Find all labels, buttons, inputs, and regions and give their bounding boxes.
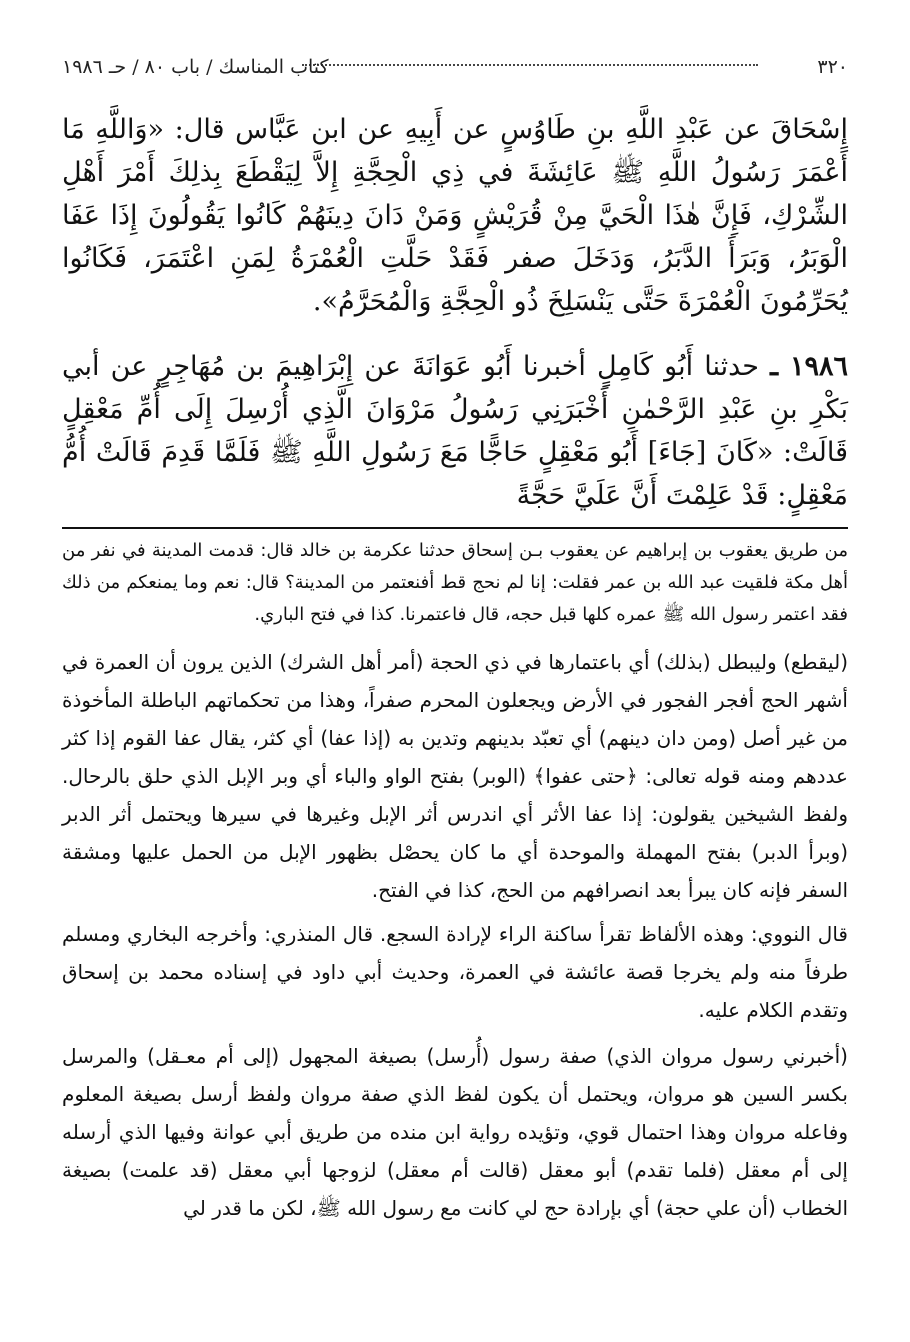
hadith-1985-continuation: إِسْحَاقَ عن عَبْدِ اللَّهِ بنِ طَاوُسٍ عن أَبِيهِ عن ابن عَبَّاس قال: «وَاللَّهِ مَا أَعْمَرَ رَسُولُ اللَّهِ ﷺ عَائِشَةَ في ذِي الْحِجَّةِ إِلاَّ لِيَقْطَعَ بِذلِكَ أَمْرَ أَهْلِ الشِّرْكِ، فَإِنَّ هٰذَا الْحَيَّ مِنْ قُرَيْشٍ وَمَنْ دَانَ دِينَهُمْ كَانُوا يَقُولُونَ إِذَا عَفَا الْوَبَرُ، وَبَرَأَ الدَّبَرُ، وَدَخَلَ صفر فَقَدْ حَلَّتِ الْعُمْرَةُ لِمَنِ اعْتَمَرَ، فَكَانُوا يُحَرِّمُونَ الْعُمْرَةَ حَتَّى يَنْسَلِخَ ذُو الْحِجَّةِ وَالْمُحَرَّمُ». — [62, 114, 848, 317]
footnote-block — [62, 535, 848, 631]
footnote-paragraph: من طريق يعقوب بن إبراهيم عن يعقوب بـن إسحاق حدثنا عكرمة بن خالد قال: قدمت المدينة في نفر من أهل مكة فلقيت عبد الله بن عمر فقلت: إنا لم نحج قط أفنعتمر من المدينة؟ قال: نعم وما يمنعكم من ذلك فقد اعتمر رسول الله ﷺ عمره كلها قبل حجه، قال فاعتمرنا. كذا في فتح الباري. — [62, 540, 848, 625]
commentary-paragraph-3: (أخبرني رسول مروان الذي) صفة رسول (أُرسل) بصيغة المجهول (إلى أم معـقل) والمرسل بكسر السين هو مروان، ويحتمل أن يكون لفظ الذي صفة مروان ولفظ أرسل بصيغة المعلوم وفاعله مروان وهذا احتمال قوي، وتؤيده رواية ابن منده من طريق أبي عوانة وفيها الذي أرسله إلى أم معقل (فلما تقدم) أبو معقل (قالت أم معقل) لزوجها أبي معقل (قد علمت) بصيغة الخطاب (أن علي حجة) أي بإرادة حج لي كانت مع رسول الله ﷺ، لكن ما قدر لي — [62, 1044, 848, 1220]
commentary-paragraph-2: قال النووي: وهذه الألفاظ تقرأ ساكنة الراء لإرادة السجع. قال المنذري: وأخرجه البخاري ومسلم طرفاً منه ولم يخرجا قصة عائشة في العمرة، وحديث أبي داود في إسناده محمد بن إسحاق وتقدم الكلام عليه. — [62, 922, 848, 1022]
header-title: كتاب المناسك / باب ٨٠ / حـ ١٩٨٦ — [62, 56, 329, 78]
page-number: ٣٢٠ — [817, 56, 848, 78]
book-page — [62, 52, 848, 1227]
hadith-1986-text: حدثنا أَبُو كَامِلٍ أخبرنا أَبُو عَوَانَةَ عن إِبْرَاهِيمَ بن مُهَاجِرٍ عن أبي بَكْرِ بنِ عَبْدِ الرَّحْمٰنِ أَخْبَرَنِي رَسُولُ مَرْوَانَ الَّذِي أُرْسِلَ إِلَى أُمِّ مَعْقِلٍ قَالَتْ: «كَانَ [جَاءَ] أَبُو مَعْقِلٍ حَاجًّا مَعَ رَسُولِ اللَّهِ ﷺ فَلَمَّا قَدِمَ قَالَتْ أُمُّ مَعْقِلٍ: قَدْ عَلِمْتَ أَنَّ عَلَيَّ حَجَّةً — [62, 351, 848, 511]
running-header — [62, 52, 848, 88]
commentary — [62, 643, 848, 1227]
hadith-number: ١٩٨٦ ـ — [770, 351, 849, 382]
footnote-separator — [62, 527, 848, 529]
hadith-1986 — [62, 345, 848, 517]
hadith-text — [62, 108, 848, 517]
commentary-paragraph-1: (ليقطع) وليبطل (بذلك) أي باعتمارها في ذي الحجة (أمر أهل الشرك) الذين يرون أن العمرة في أشهر الحج أفجر الفجور في الأرض ويجعلون المحرم صفراً، وهذا من تحكماتهم الباطلة المأخوذة من غير أصل (ومن دان دينهم) أي تعبّد بدينهم وتدين به (إذا عفا) أي كثر، يقال عفا القوم إذا كثر عددهم ومنه قوله تعالى: ﴿حتى عفوا﴾ (الوبر) بفتح الواو والباء أي وبر الإبل الذي حلق بالرحال. ولفظ الشيخين يقولون: إذا عفا الأثر أي اندرس أثر الإبل وغيرها في سيرها ويحتمل أثر الدبر (وبرأ الدبر) بفتح المهملة والموحدة أي ما كان يحصْل بظهور الإبل من الحمل عليها ومشقة السفر فإنه كان يبرأ بعد انصرافهم من الحج، كذا في الفتح. — [62, 650, 848, 902]
header-dotted-leader — [302, 64, 758, 66]
